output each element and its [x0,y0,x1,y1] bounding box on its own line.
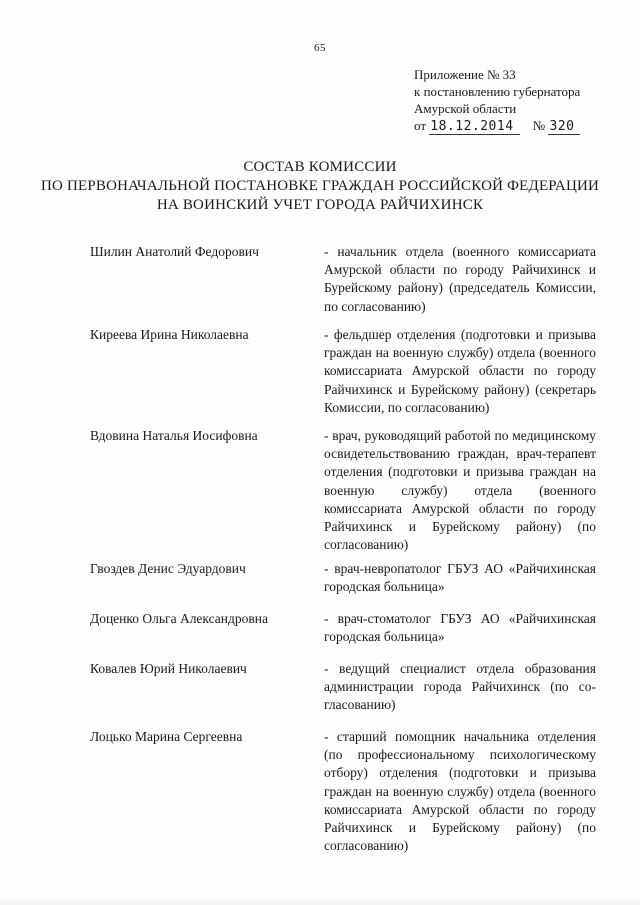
scan-edge-shadow [0,899,640,905]
member-role: - фельдшер отделения (подготовки и призыва граждан на военную службу) отдела (военного комиссариата Амурской области по городу Райчихинск и Бурейскому району) (секретарь Комиссии, по согласованию) [324,327,596,415]
member-role: - врач-стоматолог ГБУЗ АО «Райчихинская городская больница» [324,611,596,645]
decree-date: 18.12.2014 [429,120,519,135]
member-name: Киреева Ирина Николаевна [90,327,249,342]
member-name: Шилин Анатолий Федорович [90,244,259,259]
member-name: Вдовина Наталья Иосифовна [90,428,258,443]
appendix-header [414,66,580,135]
document-title [0,158,640,215]
appendix-date-line [414,117,580,135]
date-prefix: от [414,118,427,133]
appendix-region: Амурской области [414,101,517,116]
title-line-3: НА ВОИНСКИЙ УЧЕТ ГОРОДА РАЙЧИХИНСК [156,197,484,213]
member-name: Гвоздев Денис Эдуардович [90,561,246,576]
appendix-title: Приложение № 33 [414,67,516,82]
member-role: - ведущий специалист отдела образования администрации города Райчихинск (по согласованию) [324,661,596,713]
member-role: - врач, руководящий работой по медицинскому освидетельствованию граждан, врач-терапевт отделения (подготовки и призыва граждан на военную службу) отдела (военного комиссариата Амурской области по городу Райчихинск и Бурейскому району) (по согласованию) [324,428,596,553]
member-name: Доценко Ольга Александровна [90,611,268,626]
member-name: Ковалев Юрий Николаевич [90,661,247,676]
member-name: Лоцько Марина Сергеевна [90,729,243,744]
appendix-decree-ref: к постановлению губернатора [414,84,581,99]
decree-number: 320 [548,120,580,135]
title-line-1: СОСТАВ КОМИССИИ [243,159,397,175]
page-number: 65 [314,42,326,54]
member-role: - врач-невропатолог ГБУЗ АО «Райчихинская городская больница» [324,561,596,595]
member-role: - старший помощник начальника отделения (по профессиональному психологическому отбору) отделения (подготовки и призыва граждан на военную службу) отдела (военного комиссариата Амурской области по городу Райчихинск и Бурейскому району) (по согласованию) [324,729,596,854]
member-role: - начальник отдела (военного комиссариата Амурской области по городу Райчихинск и Бурейскому району) (председатель Комиссии, по согласованию) [324,244,596,314]
number-prefix: № [532,118,546,133]
title-line-2: ПО ПЕРВОНАЧАЛЬНОЙ ПОСТАНОВКЕ ГРАЖДАН РОССИЙСКОЙ ФЕДЕРАЦИИ [40,178,600,194]
